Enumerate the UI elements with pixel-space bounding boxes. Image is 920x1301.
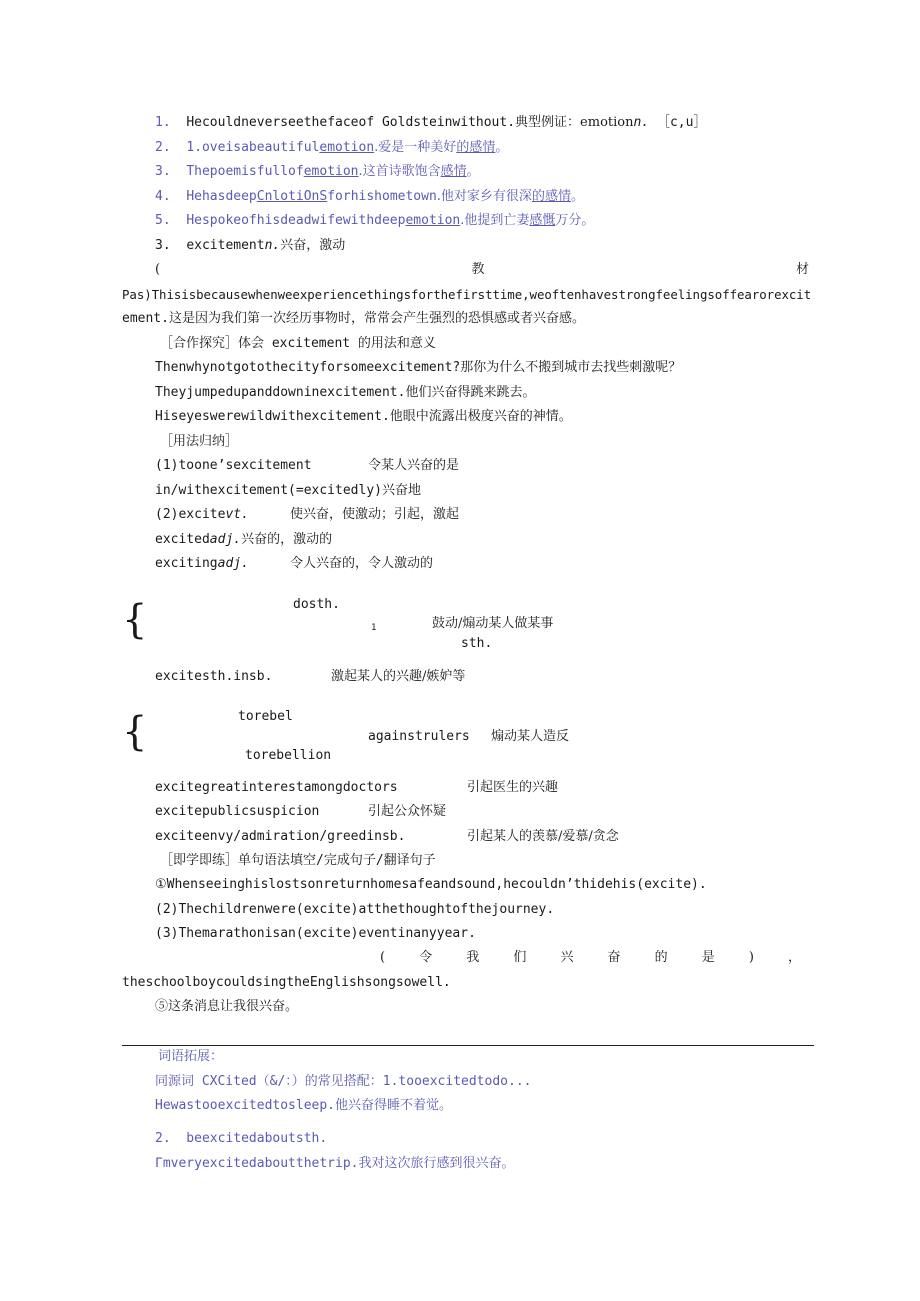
keyword: CnlotiOnS [256, 189, 328, 204]
usage-4 [155, 531, 332, 549]
question-4-line-2: theschoolboycouldsingtheEnglishsongsowell. [122, 975, 451, 990]
phrase-2-meaning: 引起公众怀疑 [368, 804, 447, 819]
translation-end: 万分。 [555, 213, 595, 228]
emotion-line-4 [155, 188, 584, 206]
part-of-speech: adj. [217, 556, 249, 571]
q4-char: 们 [513, 950, 527, 965]
usage-1-meaning: 令某人兴奋的是 [368, 458, 460, 473]
question-4-line [380, 949, 801, 967]
line-number: 5. [155, 213, 171, 228]
q4-char: ( [380, 950, 386, 965]
keyword: emotion [303, 164, 359, 179]
phrase-3-meaning: 引起某人的羡慕/爱慕/贪念 [467, 829, 619, 844]
translation: .他对家乡有很深 [436, 189, 532, 204]
extension-line-1: 同源词 CXCited（&/：）的常见搭配：1.tooexcitedtodo... [155, 1074, 532, 1089]
translation-end: 。 [495, 140, 509, 155]
example-text: Hespokeofhisdeadwifewithdeep [186, 213, 406, 228]
summary-heading: ［用法归纳］ [160, 434, 239, 449]
heading-meaning: 兴奋，激动 [280, 238, 346, 253]
heading-number: 3. [155, 238, 171, 253]
example-label: 典型例证：emotion [515, 115, 634, 130]
question-5: ⑤这条消息让我很兴奋。 [155, 999, 299, 1014]
example-3: Hiseyeswerewildwithexcitement.他眼中流露出极度兴奋的神情。 [155, 409, 572, 424]
practice-heading: ［即学即练］单句语法填空/完成句子/翻译句子 [160, 853, 436, 868]
curly-brace-icon: { [122, 597, 148, 643]
brace1-top: dosth. [293, 597, 340, 612]
brace2-bottom: torebellion [245, 748, 332, 763]
emotion-line-1 [155, 114, 706, 132]
phrase-3: exciteenvy/admiration/greedinsb. [155, 829, 406, 844]
extension-title: 词语拓展： [158, 1049, 224, 1064]
translation: .爱是一种美好 [374, 140, 457, 155]
phrase-1: excitegreatinterestamongdoctors [155, 780, 398, 795]
line-number: 4. [155, 189, 171, 204]
usage-6-meaning: 激起某人的兴趣/嫉妒等 [331, 669, 466, 684]
usage-6-phrase: excitesth.insb. [155, 669, 273, 684]
q4-char: 奋 [607, 950, 621, 965]
example-text: Thepoemisfullof [186, 164, 304, 179]
q4-char: 令 [419, 950, 433, 965]
question-3: (3)Themarathonisan(excite)eventinanyyear. [155, 926, 476, 941]
part-of-speech: n. [264, 238, 281, 253]
brace2-middle: againstrulers [368, 729, 470, 744]
keyword: emotion [405, 213, 461, 228]
word: excited [155, 532, 210, 547]
usage-5-phrase [155, 555, 249, 573]
textbook-line [155, 261, 809, 279]
textbook-char-1: 教 [471, 262, 485, 277]
textbook-char-2: 材 [795, 262, 809, 277]
question-1: ①Whenseeinghislostsonreturnhomesafeandsound,hecouldn’thidehis(excite). [155, 877, 707, 892]
emotion-line-3 [155, 163, 480, 181]
part-of-speech: n. [633, 115, 650, 130]
question-2: (2)Thechildrenwere(excite)atthethoughtofthejourney. [155, 902, 555, 917]
extension-line-2: Hewastooexcitedtosleep.他兴奋得睡不着觉。 [155, 1098, 453, 1113]
excitement-heading [155, 237, 345, 255]
countability: ［c,u］ [656, 115, 707, 130]
brace2-meaning: 煽动某人造反 [491, 729, 570, 744]
heading-word: excitement [186, 238, 265, 253]
usage-5-meaning: 令人兴奋的，令人激动的 [290, 556, 434, 571]
extension-line-3: 2. beexcitedaboutsth. [155, 1131, 328, 1146]
explore-heading: ［合作探究］体会 excitement 的用法和意义 [160, 336, 436, 351]
word: exciting [155, 556, 218, 571]
translation-keyword: 的感情 [456, 140, 496, 155]
translation-keyword: 感情 [440, 164, 467, 179]
brace1-meaning: 鼓动/煽动某人做某事 [432, 616, 554, 631]
brace1-mark: 1 [371, 623, 377, 633]
q4-char: 我 [466, 950, 480, 965]
usage-3-meaning: 使兴奋，使激动；引起，激起 [290, 507, 460, 522]
phrase-2: excitepublicsuspicion [155, 804, 320, 819]
q4-char: ， [787, 950, 801, 965]
emotion-line-5 [155, 212, 594, 230]
translation-end: 。 [466, 164, 480, 179]
q4-char: ) [748, 950, 754, 965]
line-number: 1. [155, 115, 171, 130]
q4-char: 是 [701, 950, 715, 965]
q4-char: 兴 [560, 950, 574, 965]
example-text: Hecouldneverseethefaceof Goldsteinwithout. [186, 115, 516, 130]
line-number: 2. [155, 140, 171, 155]
example-text: 1.oveisabeautiful [186, 140, 320, 155]
usage-3-phrase [155, 506, 249, 524]
part-of-speech: adj. [209, 532, 242, 547]
keyword: emotion [319, 140, 375, 155]
open-paren: ( [155, 262, 161, 277]
divider [122, 1045, 814, 1046]
translation: .他提到亡妻 [460, 213, 530, 228]
usage-1-phrase: (1)toone’sexcitement [155, 458, 312, 473]
translation-keyword: 的感情 [531, 189, 571, 204]
translation: .这首诗歌饱含 [358, 164, 441, 179]
passage-line: Pas)Thisisbecausewhenweexperiencethingsforthefirsttime,weoftenhavestrongfeelingsoffearorexcit [122, 287, 812, 302]
translation-end: 。 [570, 189, 584, 204]
q4-char: 的 [654, 950, 668, 965]
curly-brace-icon: { [122, 709, 148, 755]
example-text-rest: forhishometown [327, 189, 437, 204]
brace1-bottom: sth. [461, 636, 493, 651]
word: (2)excite [155, 507, 226, 522]
part-of-speech: vt. [225, 507, 249, 522]
meaning: 兴奋的，激动的 [241, 532, 333, 547]
line-number: 3. [155, 164, 171, 179]
passage-line-2: ement.这是因为我们第一次经历事物时，常常会产生强烈的恐惧感或者兴奋感。 [122, 311, 585, 326]
example-2: Theyjumpedupanddowninexcitement.他们兴奋得跳来跳去。 [155, 385, 536, 400]
extension-line-4: Γmveryexcitedaboutthetrip.我对这次旅行感到很兴奋。 [155, 1156, 515, 1171]
example-text: Hehasdeep [186, 189, 257, 204]
emotion-line-2 [155, 139, 508, 157]
example-1: Thenwhynotgotothecityforsomeexcitement?那你为什么不搬到城市去找些刺激呢？ [155, 360, 682, 375]
translation-keyword: 感慨 [529, 213, 556, 228]
usage-2: in/withexcitement(=excitedly)兴奋地 [155, 483, 421, 498]
phrase-1-meaning: 引起医生的兴趣 [467, 780, 559, 795]
brace2-top: torebel [238, 709, 293, 724]
